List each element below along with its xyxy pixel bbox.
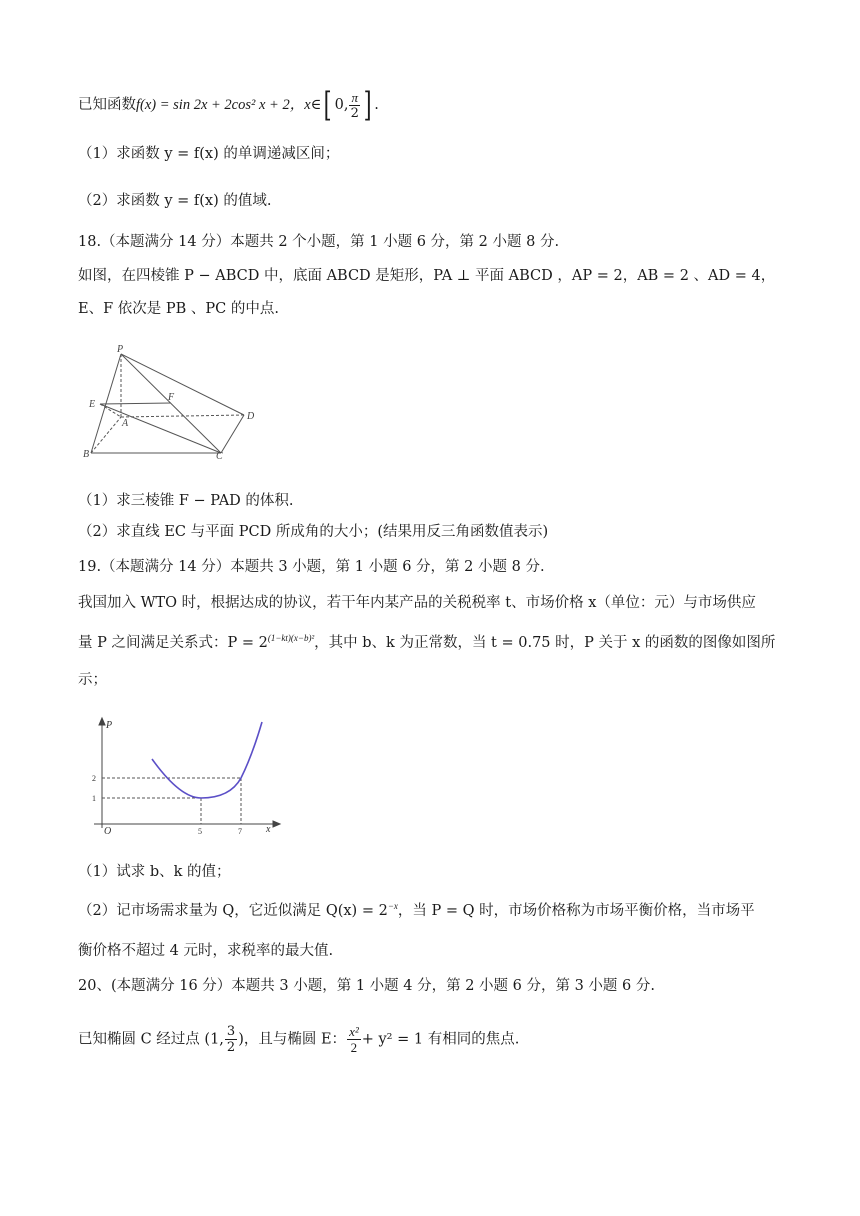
problem-19-stem-3: 示； (78, 672, 107, 688)
stem-prefix: 已知函数 (78, 97, 136, 113)
pyramid-figure (82, 342, 262, 462)
y-axis-arrow (99, 718, 105, 725)
question-18-1: （1）求三棱锥 F − PAD 的体积. (78, 493, 294, 509)
q2-suffix: ，当 P = Q 时，市场价格称为市场平衡价格，当市场平 (397, 903, 755, 919)
y-tick-1: 1 (92, 794, 96, 803)
exponent: (1−kt)(x−b)² (267, 633, 315, 643)
label-C: C (216, 451, 223, 462)
edge-CD (221, 415, 244, 453)
problem-19-stem-1: 我国加入 WTO 时，根据达成的协议，若干年内某产品的关税税率 t、市场价格 x（单位：元）与市场供应 (78, 595, 756, 611)
label-D: D (247, 411, 255, 422)
edge-PD (121, 354, 244, 415)
ell-den: 2 (350, 1040, 358, 1055)
origin-label: O (104, 826, 112, 836)
problem-19-header: 19.（本题满分 14 分）本题共 3 小题，第 1 小题 6 分，第 2 小题 8 分. (78, 559, 545, 575)
x-label: x (266, 824, 271, 835)
segment-EC (100, 404, 221, 453)
frac-num: π (351, 89, 358, 105)
left-bracket: [ (324, 85, 332, 125)
stem2-suffix: ，其中 b、k 为正常数，当 t = 0.75 时，P 关于 x 的函数的图像如图所 (314, 635, 776, 651)
segment-EF (100, 403, 171, 404)
problem-17-stem (78, 85, 379, 125)
ell-num: x² (349, 1024, 359, 1039)
pi-over-2 (349, 90, 360, 121)
problem-18-stem-2: E、F 依次是 PB 、PC 的中点. (78, 301, 279, 317)
problem-18-header: 18.（本题满分 14 分）本题共 2 个小题，第 1 小题 6 分，第 2 小题 8 分. (78, 234, 560, 250)
curve-P (152, 722, 262, 798)
question-19-1: （1）试求 b、k 的值； (78, 864, 231, 880)
problem-20-header: 20、(本题满分 16 分）本题共 3 小题，第 1 小题 4 分，第 2 小题 6 分，第 3 小题 6 分. (78, 978, 655, 994)
right-bracket: ] (363, 85, 372, 125)
question-19-2-cont: 衡价格不超过 4 元时，求税率的最大值. (78, 943, 334, 959)
segment-EA (100, 404, 121, 417)
label-A: A (122, 418, 129, 429)
q2-exponent: −x (387, 901, 398, 911)
frac-den: 2 (350, 105, 359, 121)
y-tick-2: 2 (92, 774, 96, 783)
label-B: B (83, 449, 90, 460)
x-axis-arrow (273, 821, 280, 827)
price-graph (88, 716, 288, 836)
label-P: P (117, 344, 124, 355)
domain-prefix: ，x∈ (289, 97, 322, 113)
y-label: P (106, 720, 113, 731)
problem-18-stem-1: 如图，在四棱锥 P − ABCD 中，底面 ABCD 是矩形，PA ⊥ 平面 ABCD ，AP = 2，AB = 2 、AD = 4， (78, 268, 776, 284)
point-den: 2 (226, 1040, 236, 1055)
ellipse-fraction (347, 1024, 361, 1055)
edge-AB (91, 417, 121, 453)
problem-20-stem (78, 1024, 519, 1055)
question-17-1: （1）求函数 y = f(x) 的单调递减区间； (78, 146, 340, 162)
x-tick-5: 5 (198, 827, 202, 836)
q2-prefix: （2）记市场需求量为 Q，它近似满足 Q(x) = 2 (78, 903, 388, 919)
stem-a: 已知椭圆 C 经过点 (1, (78, 1031, 224, 1048)
question-17-2: （2）求函数 y = f(x) 的值域. (78, 193, 272, 209)
stem-c: + y² = 1 有相同的焦点. (361, 1031, 520, 1048)
interval-left: 0, (334, 97, 349, 113)
function-formula: f(x) = sin 2x + 2cos² x + 2 (136, 97, 290, 113)
label-F: F (168, 392, 175, 403)
label-E: E (89, 399, 96, 410)
problem-19-stem-2 (78, 632, 775, 654)
x-tick-7: 7 (238, 827, 242, 836)
question-19-2 (78, 900, 755, 922)
stem-b: )，且与椭圆 E： (238, 1031, 347, 1048)
stem2-prefix: 量 P 之间满足关系式：P = 2 (78, 635, 268, 651)
point-num: 3 (226, 1024, 236, 1039)
point-fraction (225, 1024, 237, 1055)
question-18-2: （2）求直线 EC 与平面 PCD 所成角的大小；(结果用反三角函数值表示) (78, 524, 549, 540)
stem-end: . (374, 97, 379, 113)
